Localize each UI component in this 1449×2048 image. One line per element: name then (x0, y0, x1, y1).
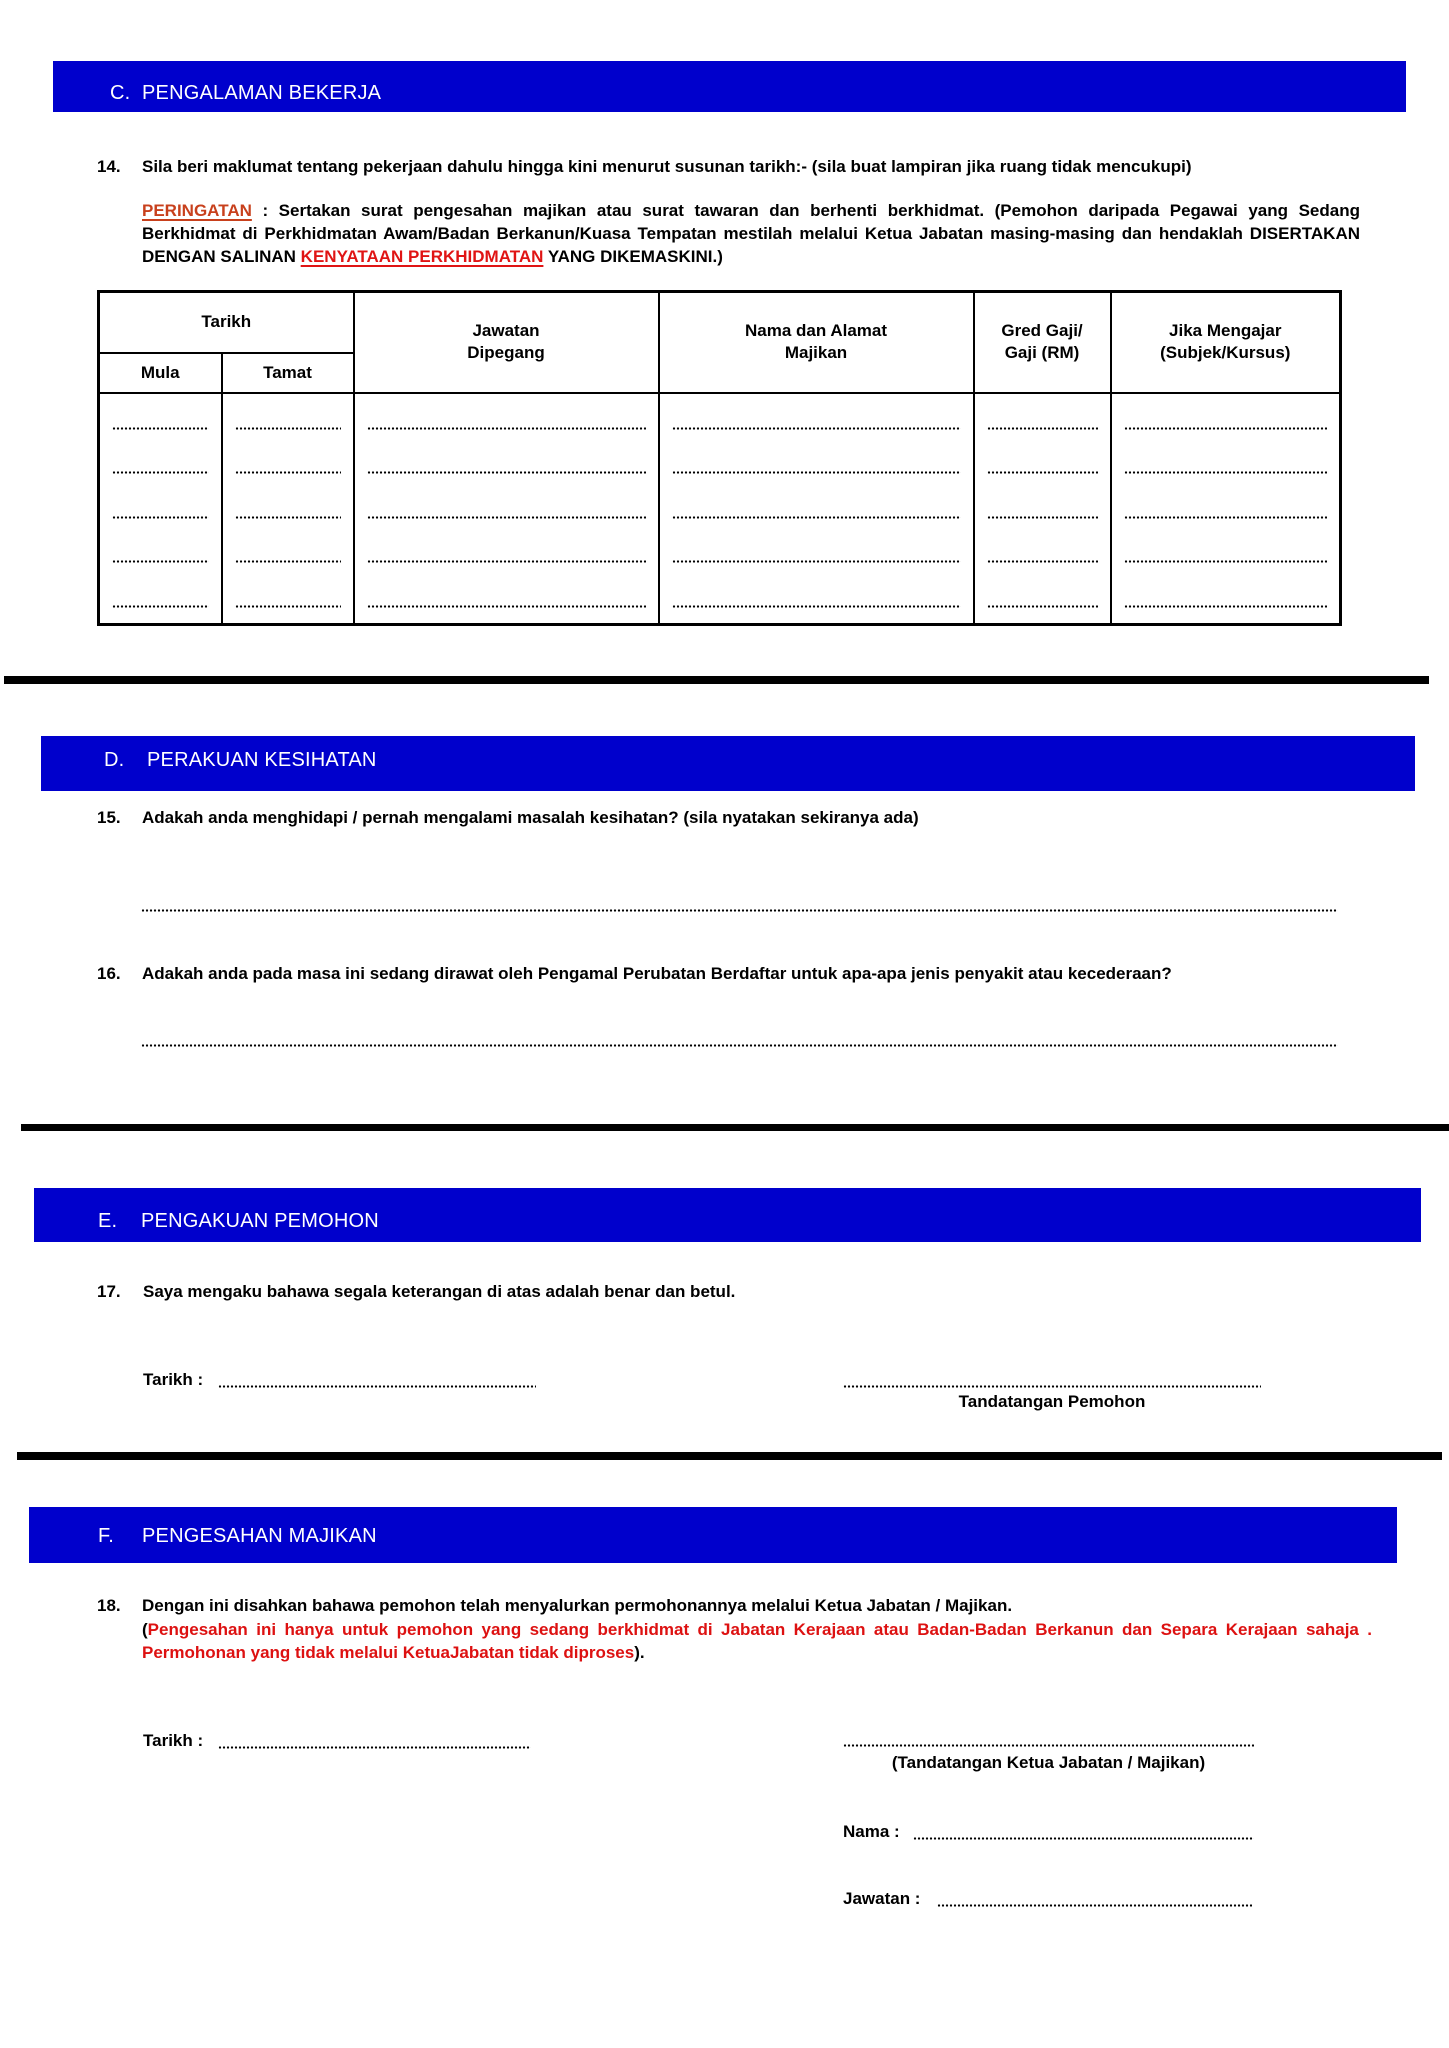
section-divider-1 (4, 676, 1429, 684)
header-subjek-line1: Jika Mengajar (1169, 321, 1282, 341)
table-body-col-majikan[interactable] (659, 393, 974, 625)
header-gred-line2: Gaji (RM) (1004, 343, 1080, 363)
row-4-subjek-field[interactable] (1124, 560, 1328, 563)
row-3-jawatan-field[interactable] (367, 516, 646, 519)
header-jawatan (354, 292, 659, 393)
warning-paragraph (142, 199, 1360, 268)
row-4-jawatan-field[interactable] (367, 560, 646, 563)
row-1-majikan-field[interactable] (672, 427, 961, 430)
q16-number: 16. (97, 964, 121, 983)
q16-text: Adakah anda pada masa ini sedang dirawat oleh Pengamal Perubatan Berdaftar untuk apa-apa jenis penyakit atau kecederaan? (142, 964, 1172, 983)
section-d-letter: D. (104, 749, 125, 771)
header-majikan-line2: Majikan (784, 343, 848, 363)
row-5-gred-field[interactable] (987, 605, 1098, 608)
row-5-majikan-field[interactable] (672, 605, 961, 608)
row-2-gred-field[interactable] (987, 471, 1098, 474)
table-body-col-mula[interactable] (99, 393, 222, 625)
row-2-tamat-field[interactable] (235, 471, 341, 474)
row-1-gred-field[interactable] (987, 427, 1098, 430)
section-e-letter: E. (98, 1210, 118, 1232)
section-c-title: PENGALAMAN BEKERJA (142, 82, 382, 104)
work-experience-table (97, 290, 1342, 626)
row-2-mula-field[interactable] (112, 471, 209, 474)
row-2-jawatan-field[interactable] (367, 471, 646, 474)
e-tarikh-label: Tarikh : (143, 1370, 204, 1389)
row-4-majikan-field[interactable] (672, 560, 961, 563)
section-d-banner (41, 736, 1415, 791)
section-divider-3 (17, 1452, 1442, 1460)
row-4-tamat-field[interactable] (235, 560, 341, 563)
header-majikan (659, 292, 974, 393)
row-3-mula-field[interactable] (112, 516, 209, 519)
q18-text: Dengan ini disahkan bahawa pemohon telah menyalurkan permohonannya melalui Ketua Jabatan / Majikan. (142, 1596, 1013, 1615)
header-tamat: Tamat (222, 353, 354, 393)
table-body-col-jawatan[interactable] (354, 393, 659, 625)
header-jawatan-line2: Dipegang (467, 343, 545, 363)
f-tarikh-label: Tarikh : (143, 1731, 204, 1750)
row-4-mula-field[interactable] (112, 560, 209, 563)
q18-note-close: ). (634, 1643, 645, 1662)
warning-highlight: KENYATAAN PERKHIDMATAN (300, 247, 544, 266)
section-c-banner (53, 61, 1406, 112)
q18-note (142, 1618, 1372, 1664)
row-1-subjek-field[interactable] (1124, 427, 1328, 430)
e-signature-field[interactable] (843, 1385, 1261, 1388)
q15-number: 15. (97, 808, 121, 827)
row-2-subjek-field[interactable] (1124, 471, 1328, 474)
header-subjek-line2: (Subjek/Kursus) (1160, 343, 1291, 363)
section-divider-2 (21, 1124, 1449, 1131)
row-5-mula-field[interactable] (112, 605, 209, 608)
row-2-majikan-field[interactable] (672, 471, 961, 474)
section-e-banner (34, 1188, 1421, 1242)
row-1-tamat-field[interactable] (235, 427, 341, 430)
section-e-title: PENGAKUAN PEMOHON (141, 1210, 379, 1232)
q18-note-open: ( (142, 1620, 148, 1639)
f-jawatan-label: Jawatan : (843, 1889, 921, 1908)
warning-text-1: Sertakan surat pengesahan majikan atau surat tawaran dan berhenti berkhidmat. (Pemohon daripada Pegawai yang Sedang Berkhidmat di Perkhidmatan Awam/Badan Berkanun/Kuasa Tempatan mestilah melalui Ketua Jabatan masing-masing dan hendaklah DISERTAKAN DENGAN SALINAN (142, 201, 1360, 266)
section-d-title: PERAKUAN KESIHATAN (147, 749, 377, 771)
table-body-col-subjek[interactable] (1111, 393, 1341, 625)
row-1-mula-field[interactable] (112, 427, 209, 430)
f-signature-field[interactable] (843, 1744, 1254, 1747)
header-tarikh: Tarikh (99, 292, 354, 353)
f-jawatan-field[interactable] (937, 1904, 1252, 1907)
e-signature-label: Tandatangan Pemohon (958, 1392, 1146, 1411)
warning-text-2: YANG DIKEMASKINI.) (543, 247, 723, 266)
header-jawatan-line1: Jawatan (472, 321, 540, 341)
e-tarikh-field[interactable] (218, 1385, 536, 1388)
row-3-tamat-field[interactable] (235, 516, 341, 519)
table-body-col-gred[interactable] (974, 393, 1111, 625)
row-5-jawatan-field[interactable] (367, 605, 646, 608)
f-nama-label: Nama : (843, 1822, 900, 1841)
warning-colon: : (251, 201, 279, 220)
header-majikan-line1: Nama dan Alamat (745, 321, 888, 341)
header-gred (974, 292, 1111, 393)
q15-text: Adakah anda menghidapi / pernah mengalami masalah kesihatan? (sila nyatakan sekiranya ada) (142, 808, 919, 827)
row-5-tamat-field[interactable] (235, 605, 341, 608)
row-1-jawatan-field[interactable] (367, 427, 646, 430)
section-c-letter: C. (110, 82, 131, 104)
row-4-gred-field[interactable] (987, 560, 1098, 563)
section-f-banner (29, 1507, 1397, 1563)
f-nama-field[interactable] (913, 1837, 1254, 1840)
q17-text: Saya mengaku bahawa segala keterangan di atas adalah benar dan betul. (143, 1282, 736, 1301)
q16-answer-field[interactable] (141, 1044, 1338, 1047)
section-f-title: PENGESAHAN MAJIKAN (142, 1525, 377, 1547)
q18-note-text: Pengesahan ini hanya untuk pemohon yang sedang berkhidmat di Jabatan Kerajaan atau Badan-Badan Berkanun dan Separa Kerajaan sahaja . Permohonan yang tidak melalui KetuaJabatan tidak diproses (142, 1620, 1372, 1662)
q14-number: 14. (97, 157, 121, 176)
section-f-letter: F. (98, 1525, 114, 1547)
warning-label: PERINGATAN (142, 201, 252, 220)
q14-text: Sila beri maklumat tentang pekerjaan dahulu hingga kini menurut susunan tarikh:- (sila buat lampiran jika ruang tidak mencukupi) (142, 157, 1192, 176)
header-gred-line1: Gred Gaji/ (1001, 321, 1083, 341)
row-3-majikan-field[interactable] (672, 516, 961, 519)
row-3-gred-field[interactable] (987, 516, 1098, 519)
row-5-subjek-field[interactable] (1124, 605, 1328, 608)
row-3-subjek-field[interactable] (1124, 516, 1328, 519)
header-mula: Mula (99, 353, 222, 393)
f-tarikh-field[interactable] (218, 1746, 531, 1749)
f-signature-label: (Tandatangan Ketua Jabatan / Majikan) (891, 1753, 1206, 1772)
header-subjek (1111, 292, 1341, 393)
q18-number: 18. (97, 1596, 121, 1615)
q17-number: 17. (97, 1282, 121, 1301)
q15-answer-field[interactable] (141, 909, 1337, 912)
table-body-col-tamat[interactable] (222, 393, 354, 625)
